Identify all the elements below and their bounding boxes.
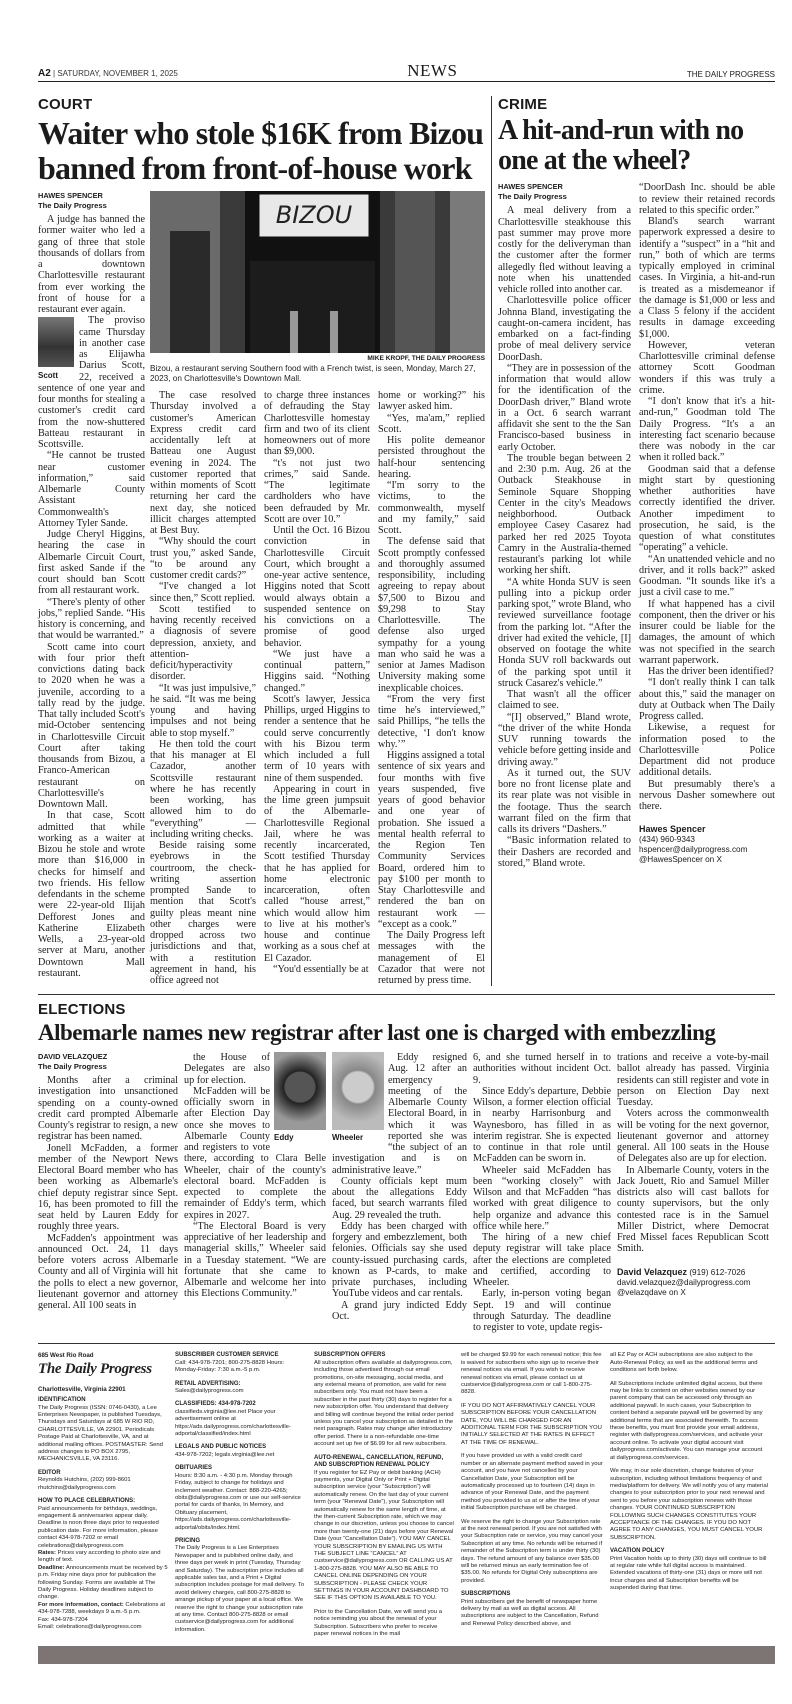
signoff-phone: (919) 612-7026 (689, 1267, 746, 1277)
byline-author: HAWES SPENCER (38, 191, 103, 201)
signoff-name: David Velazquez (617, 1266, 688, 1277)
elections-section-label: ELECTIONS (38, 1001, 126, 1019)
paragraph: Likewise, a request for information posed to the Charlottesville Police Department did not produce additional details. (639, 722, 775, 779)
paragraph: “It was just impulsive,” he said. “It was me being young and having impulses and not being able to stop myself.” (150, 682, 256, 739)
paragraph: Until the Oct. 16 Bizou conviction in Charlottesville Circuit Court, which brought a one-year active sentence, Higgins noted that Scott would always obtain a suspended sentence on his convictions on a promise of good behavior. (264, 525, 370, 649)
footer-text (38, 1550, 168, 1565)
footer-heading: IDENTIFICATION (38, 1397, 86, 1404)
paragraph: In Albemarle County, voters in the Jack Jouett, Rio and Samuel Miller districts also will cast ballots for county supervisors, but the only contested race is in the Samuel Miller District, where Democrat Fred Missel faces Republican Scott Smith. (617, 1164, 769, 1255)
photo-sign-text: BIZOU (275, 201, 353, 230)
paragraph: to charge three instances of defrauding the Stay Charlottesville homestay firm and two of its client homeowners out of more than $9,000. (264, 390, 370, 458)
footer-heading: SUBSCRIPTION OFFERS (314, 1352, 386, 1359)
footer-value: Email: celebrations@dailyprogress.com (38, 1624, 142, 1631)
page-number: A2 (38, 68, 51, 79)
crime-headline: A hit-and-run with no one at the wheel? (498, 115, 744, 177)
court-column-3 (264, 390, 370, 975)
eddy-photo-caption: Eddy (274, 1133, 294, 1143)
paragraph: “t's not just two crimes,” said Sande. “The legitimate cardholders who have been defrauded by Mr. Scott are over 10.” (264, 457, 370, 525)
elections-column-5 (617, 1052, 769, 1298)
signoff-social: @HawesSpencer on X (639, 855, 722, 865)
court-column-2 (150, 390, 256, 986)
footer-text (38, 1624, 168, 1631)
paragraph: Bland's search warrant paperwork expressed a desire to identify a “suspect” in a “hit and run,” both of which are terms typically employed in criminal cases. In Virginia, a hit-and-run is treated as a misdemeanor if the damage is $1,000 or less and a Class 5 felony if the accident results in damage exceeding $1,000. (639, 216, 775, 340)
paragraph: County officials kept mum about the allegations Eddy faced, but search warrants filed Aug. 29 revealed the truth. (332, 1175, 467, 1221)
footer-address: 685 West Rio Road (38, 1352, 94, 1360)
footer-column-1 (38, 1352, 168, 1631)
paragraph: Has the driver been identified? (648, 666, 774, 678)
court-column-4 (378, 390, 485, 986)
paragraph: “They are in possession of the information that would allow for the identification of the DoorDash driver,” Bland wrote in a Oct. 6 search warrant affidavit she sent to the the San Francisco-based business in early October. (498, 362, 631, 453)
footer-text: Print subscribers get the benefit of newspaper home delivery by mail as well as digital access. All subscriptions are subject to the Cancellation, Refund and Renewal Policy described above, and (461, 1598, 599, 1627)
signoff-name: Hawes Spencer (639, 824, 706, 835)
wheeler-photo-caption: Wheeler (332, 1133, 364, 1143)
paragraph: “He cannot be trusted near customer information,” said Albemarle County Assistant Commonwealth's Attorney Tyler Sande. (38, 450, 145, 529)
paper-name: THE DAILY PROGRESS (686, 70, 775, 79)
footer-text (38, 1565, 168, 1602)
paragraph: Eddy resigned Aug. 12 after an emergency meeting of the Albemarle County Electoral Board, in which it was reported she was “the subject of an investigation and is on administrative leave.” (332, 1052, 467, 1176)
court-section-label: COURT (38, 96, 93, 113)
footer-heading: HOW TO PLACE CELEBRATIONS: (38, 1498, 136, 1505)
paragraph: Charlottesville police officer Johnna Bland, investigating the caught-on-camera incident, has embarked on a fact-finding probe of meal delivery service DoorDash. (498, 295, 631, 363)
footer-column-4 (461, 1352, 603, 1628)
paragraph: “Basic information related to their Dashers are recorded and stored,” Bland wrote. (498, 835, 631, 869)
footer-heading: VACATION POLICY (610, 1548, 665, 1555)
paragraph: “I don't really think I can talk about this,” said the manager on duty at Outback when The Daily Progress called. (639, 677, 775, 723)
footer-heading: EDITOR (38, 1469, 61, 1476)
author-signoff (639, 824, 775, 865)
paragraph: “You'd essentially be at (273, 963, 369, 975)
paragraph: Eddy has been charged with forgery and embezzlement, both felonies. Officials say she used county-issued purchasing cards, known as P-cards, to make private purchases, including YouTube videos and car rentals. (332, 1220, 467, 1300)
elections-story (38, 994, 775, 1333)
mugshot-scott (38, 317, 74, 380)
footer-key: Rates: (38, 1549, 57, 1556)
footer-text: The Daily Progress is a Lee Enterprises Newspaper and is published online daily, and three days per week in print (Tuesday, Thursday and Saturday). The subscription price includes all applicable sales tax, and a Print + Digital subscription includes postage for mail delivery. To avoid delivery charges, call 800-275-8828 to arrange pickup of your paper at a local office. We reserve the right to change your subscription rate at any time. Contact 800-275-8828 or email custservice@dailyprogress.com for additional information. (175, 1545, 305, 1633)
footer-text: Sales@dailyprogress.com (175, 1388, 244, 1395)
court-byline (38, 191, 145, 211)
footer-city: Charlottesville, Virginia 22901 (38, 1385, 126, 1393)
paragraph: “From the very first time he's interviewed,” said Phillips, “he tells the detective, ‘I don't know why.’” (378, 693, 485, 750)
photo-caption: Bizou, a restaurant serving Southern food with a French twist, is seen, Monday, March 27, 2023, on Charlottesville's Downtown Mall. (150, 364, 476, 384)
paragraph: The case resolved Thursday involved a customer's American Express credit card accidentally left at Batteau one August evening in 2024. The customer reported that within moments of Scott returning her card the next day, she noticed illicit charges attempted at Best Buy. (150, 390, 256, 537)
elections-byline (38, 1052, 178, 1072)
section-name: NEWS (407, 61, 458, 80)
paragraph: Goodman said that a defense might start by questioning whether authorities have correctly identified the driver. Another impediment to prosecution, he said, is the question of what constitutes “operating” a vehicle. (639, 463, 775, 554)
elections-column-1 (38, 1075, 178, 1311)
court-left-column (38, 214, 145, 979)
mugshot-caption: Scott (38, 371, 58, 381)
paragraph: Since Eddy's departure, Debbie Wilson, a former election official in nearby Harrisonburg and Waynesboro, has filled in as interim registrar. She is expected to continue in that role until McFadden can be sworn in. (473, 1085, 611, 1165)
court-right-area (150, 191, 485, 986)
footer-column-2 (175, 1352, 307, 1634)
paragraph: Scott testified to having recently received a diagnosis of severe depression, anxiety, and attention-deficit/hyperactivity disorder. (150, 603, 256, 683)
paragraph: “A white Honda SUV is seen pulling into a pickup order parking spot,” wrote Bland, who reviewed surveillance footage from the parking lot. “After the driver had exited the vehicle, [I] observed on footage the white Honda SUV roll backwards out of the parking spot until it struck Casarez's vehicle.” (498, 576, 631, 689)
crime-section-label: CRIME (498, 96, 548, 113)
footer-heading: PRICING (175, 1537, 201, 1544)
paragraph: A meal delivery from a Charlottesville steakhouse this past summer may prove more costly for the deliveryman than the customer after the former allegedly fled without leaving a note when his unattended vehicle rolled into another car. (498, 205, 631, 296)
footer-bar (38, 1646, 775, 1664)
footer-text: all EZ Pay or ACH subscriptions are also subject to the Auto-Renewal Policy, as well as the additional terms and conditions set forth below. (610, 1352, 758, 1374)
footer-text: Paid announcements for birthdays, weddings, engagement & anniversaries appear daily. Deadline is noon three days prior to requested publication date. For more information, please contact 434-978-7202 or email celebrations@dailyprogress.com (38, 1505, 159, 1549)
footer-value: Prices vary according to photo size and length of text. (38, 1549, 161, 1564)
court-headline: Waiter who stole $16K from Bizou banned from front-of-house work (38, 115, 484, 186)
paragraph: But presumably there's a nervous Dasher somewhere out there. (639, 778, 775, 813)
byline-org: The Daily Progress (38, 1062, 107, 1072)
crime-column-1 (498, 205, 631, 869)
footer-key: Deadline: (38, 1564, 65, 1571)
elections-column-3 (332, 1052, 467, 1322)
paragraph: Scott came into court with four prior theft convictions dating back to 2020 when he was a juvenile, according to a tally read by the judge. That tally included Scott's mid-October sentencing in Charlottesville Circuit Court after taking thousands from Bizou, a Franco-American restaurant on Charlottesville's Downtown Mall. (38, 641, 145, 811)
footer (38, 1343, 775, 1638)
paragraph: Early, in-person voting began Sept. 19 and will continue through Saturday. The deadline to register to vote, update regis- (473, 1288, 611, 1334)
byline-org: The Daily Progress (38, 201, 107, 211)
court-left-area (38, 191, 145, 979)
paragraph: 6, and she turned herself in to authorities without incident Oct. 9. (473, 1052, 611, 1086)
byline-org: The Daily Progress (498, 192, 567, 202)
footer-text (38, 1602, 168, 1617)
signoff-social: @velazqdave on X (617, 1287, 686, 1297)
elections-column-2 (184, 1052, 326, 1300)
footer-text: classifieds.virginia@lee.net Place your advertisement online at https://ads.dailyprogress.com/charlottesville-adportal/classified/index.html (175, 1408, 291, 1438)
crime-left-area (498, 182, 631, 869)
paragraph: The trouble began between 2 and 2:30 p.m. Aug. 26 at the Outback Steakhouse in Seminole Square Shopping Center in the city's Meadows neighborhood. Outback employee Casey Casarez had parked her red 2025 Toyota Camry in the Australia-themed restaurant's parking lot while working her shift. (498, 452, 631, 577)
signoff-email[interactable]: hspencer@dailyprogress.com (639, 845, 748, 855)
bizou-photo (150, 191, 485, 353)
crime-column-2 (639, 182, 775, 865)
elections-left-area (38, 1052, 178, 1311)
paragraph: He then told the court that his manager at El Cazador, another Scottsville restaurant where he has recently been working, has allowed him to do “everything” — including writing checks. (150, 738, 256, 840)
paragraph: The hiring of a new chief deputy registrar will take place after the elections are completed and certified, according to Wheeler. (473, 1232, 611, 1289)
footer-text: If you have provided us with a valid credit card number or an alternate payment method saved in your account, and you have not cancelled by your Cancellation Date, your Subscription will be automatically processed up to fourteen (14) days in advance of your Renewal Date, and the payment method you provided to us at or after the time of your initial Subscription purchase will be charged. (461, 1453, 603, 1512)
footer-text: Call: 434-978-7201; 800-275-8828 Hours: Monday-Friday: 7:30 a.m.-5 p.m. (175, 1359, 285, 1374)
footer-heading: LEGALS AND PUBLIC NOTICES (175, 1444, 267, 1451)
footer-value: Fax: 434-978-7204 (38, 1616, 88, 1623)
paragraph: “An unattended vehicle and no driver, and it rolls back?” asked Goodman. “It sounds like it's a just a civil case to me.” (639, 553, 775, 599)
paragraph: “I'm sorry to the victims, to the commonwealth, myself and my family,” said Scott. (378, 480, 485, 537)
footer-col1-sections (38, 1397, 168, 1550)
eddy-photo (274, 1052, 326, 1142)
elections-body (38, 1052, 775, 1333)
footer-key: For more information, contact: (38, 1601, 124, 1608)
footer-text: IF YOU DO NOT AFFIRMATIVELY CANCEL YOUR SUBSCRIPTION BEFORE YOUR CANCELLATION DATE, YOU WILL BE CHARGED FOR AN ADDITIONAL TERM FOR THE SUBSCRIPTION YOU INITIALLY SELECTED AT THE RATES IN EFFECT AT THE TIME OF RENEWAL. (461, 1402, 602, 1446)
paragraph: In that case, Scott admitted that while working as a waiter at Bizou he stole and wrote more than $16,000 in checks for himself and two friends. His fellow defendants in the scheme were 22-year-old Ilijah Defforest Jones and Katherine Elizabeth Wells, a 23-year-old server at Maru, another Downtown Mall restaurant. (38, 810, 145, 979)
paragraph: “The Electoral Board is very appreciative of her leadership and managerial skills,” Wheeler said in a Tuesday statement. “We are fortunate that she came to Albemarle and welcome her into this Elections Community.” (184, 1220, 326, 1300)
paragraph: Beside raising some eyebrows in the courtroom, the check-writing assertion prompted Sande to mention that Scott's guilty pleas meant nine other charges were dropped across two jurisdictions and that, with a restitution agreement in hand, his office agreed not (150, 840, 256, 987)
paragraph: Jonell McFadden, a former member of the Newport News Electoral Board member who has been working as Albemarle's chief deputy registrar since Sept. 16, has been promoted to fill the seat held by Lauren Eddy for roughly three years. (38, 1142, 178, 1233)
footer-column-5 (610, 1352, 768, 1592)
footer-text (38, 1617, 168, 1624)
paragraph: McFadden's appointment was announced Oct. 24, 11 days before voters across Albemarle County and all of Virginia will hit the polls to elect a new governor, lieutenant governor and attorney general. All 100 seats in (38, 1232, 178, 1312)
elections-column-4 (473, 1052, 611, 1333)
signoff-phone: (434) 960-9343 (639, 835, 695, 845)
paragraph: However, veteran Charlottesville criminal defense attorney Scott Goodman wonders if this was truly a crime. (639, 339, 775, 396)
elections-headline: Albemarle names new registrar after last one is charged with embezzling (38, 1020, 716, 1046)
footer-text: The Daily Progress (ISSN: 0746-0430), a Lee Enterprises Newspaper, is published Tuesdays, Thursdays and Saturdays at 685 W RIO RD, CHARLOTTESVILLE, VA 22901. Periodicals Postage Paid at Charlottesville, VA, and at additional mailing offices. POSTMASTER: Send address changes to PO BOX 2795, MECHANICSVILLE, VA 23116. (38, 1404, 163, 1463)
paragraph: As it turned out, the SUV bore no front license plate and its rear plate was not visible in the footage. Thus the search warrant filed on the firm that calls its drivers “Dashers.” (498, 767, 631, 836)
footer-text: All Subscriptions include unlimited digital access, but there may be links to content on other websites owned by our parent company that can be accessed only through an additional paywall. In such cases, your Subscription to content behind a separate paywall will be governed by any additional terms that are associated therewith. To access these benefits, you must first provide your email address, register with dailyprogress.com/services, and activate your account online. To activate your digital account visit dailyprogress.com/activate. You can manage your account at dailyprogress.com/services. (610, 1380, 763, 1461)
paragraph: A judge has banned the former waiter who led a gang of three that stole thousands of dollars from a downtown Charlottesville restaurant from ever working the front of house for a restaurant ever again. (38, 214, 145, 316)
paragraph: Wheeler said McFadden has been “working closely” with Wilson and that McFadden “has worked with great diligence to help organize and advance this office while here.” (473, 1164, 611, 1232)
paragraph: His polite demeanor persisted throughout the half-hour sentencing hearing. (378, 435, 485, 480)
photo-credit: MIKE KROPF, THE DAILY PROGRESS (367, 355, 485, 363)
paragraph: The defense said that Scott promptly confessed and thoroughly assumed responsibility, including agreeing to repay about $7,500 to Bizou and $9,298 to Stay Charlottesville. The defense also urged sympathy for a young man who said he was a senior at James Madison University making some inexplicable choices. (378, 536, 485, 694)
paragraph: Voters across the commonwealth will be voting for the next governor, lieutenant governor and attorney general. All 100 seats in the House of Delegates also are up for election. (617, 1108, 769, 1165)
paragraph: “Why should the court trust you,” asked Sande, “to be around any customer credit cards?” (150, 536, 256, 582)
footer-column-3 (314, 1352, 454, 1638)
wheeler-headshot-image (332, 1052, 384, 1130)
issue-date-text: SATURDAY, NOVEMBER 1, 2025 (57, 69, 178, 78)
crime-byline (498, 182, 631, 202)
footer-text: Print Vacation holds up to thirty (30) days will continue to bill at regular rate while full digital access is maintained. Extended vacations of thirty-one (31) days or more will not incur charges and all Subscription benefits will be suspended during that time. (610, 1555, 767, 1592)
paragraph: Higgins assigned a total sentence of six years and four months with five years suspended, five years of good behavior and one year of probation. She issued a mental health referral to the Region Ten Community Services Board, ordered him to pay $100 per month to Stay Charlottesville and rendered the ban on restaurant work — “except as a cook.” (378, 750, 485, 930)
footer-heading: SUBSCRIPTIONS (461, 1591, 511, 1598)
paragraph: Judge Cheryl Higgins, hearing the case in Albemarle Circuit Court, first asked Sande if the court should ban Scott from all restaurant work. (38, 529, 145, 597)
footer-heading: RETAIL ADVERTISING: (175, 1380, 241, 1387)
footer-text: Reynolds Hutchins, (202) 999-8601 rhutchins@dailyprogress.com (38, 1477, 131, 1491)
paragraph: “Yes, ma'am,” replied Scott. (378, 412, 485, 435)
footer-text: Prior to the Cancellation Date, we will send you a notice reminding you about the renewal of your Subscription. Subscribers who prefer to receive paper renewal notices in the mail (314, 1608, 443, 1638)
paragraph: The proviso came Thursday in another case as Elijawha Darius Scott, 22, received a sentence of one year and four months for stealing a customer's credit card from the now-shuttered Batteau restaurant in Scottsville. (38, 315, 145, 451)
footer-text: 434-978-7202; legals.virginia@lee.net (175, 1451, 275, 1458)
paragraph: “We just have a continual pattern,” Higgins said. “Nothing changed.” (264, 648, 370, 694)
paragraph: “There's plenty of other jobs,” replied Sande. “His history is concerning, and that would be warranted.” (38, 596, 145, 642)
wheeler-photo (332, 1052, 384, 1142)
paragraph: That wasn't all the officer claimed to see. (498, 689, 631, 712)
footer-heading: SUBSCRIBER CUSTOMER SERVICE (175, 1352, 279, 1359)
paragraph: The Daily Progress left messages with the management of El Cazador that were not returned by press time. (378, 930, 485, 987)
paragraph: McFadden will be officially sworn in after Election Day once she moves to Albemarle County and registers to vote there, according to Clara Belle Wheeler, chair of the county's electoral board. McFadden is expected to complete the remainder of Eddy's term, which expires in 2027. (184, 1085, 326, 1221)
footer-text: All subscription offers available at dailyprogress.com, including those advertised through our email promotions, on-site messaging, social media, and any external means of promotion, are valid for new subscribers only. You must not have been a subscriber in the past thirty (30) days to register for a new subscription offer. You understand that delivery and billing will continue beyond the initial order period unless you cancel your subscription as detailed in the next paragraph. Rates may change after introductory offer period. There is a non-refundable one-time account set up fee of $6.99 for all new subscribers. (314, 1359, 454, 1448)
newspaper-page (38, 0, 775, 1704)
author-signoff (617, 1267, 769, 1298)
footer-value: Celebrations at 434-978-7288, weekdays 9 a.m.-5 p.m. (38, 1601, 166, 1616)
crime-story (491, 96, 775, 986)
newspaper-logo: The Daily Progress (38, 1360, 152, 1377)
crime-body (498, 182, 775, 869)
footer-text: We may, in our sole discretion, change features of your subscription, including without limitations frequency of and media/platform for delivery. We will notify you of any material changes to your subscription prior to your next renewal and sent to you before your subscription renews with those changes. YOUR CONTINUED SUBSCRIPTION FOLLOWING SUCH CHANGES CONSTITUTES YOUR ACCEPTANCE OF THE CHANGES. IF YOU DO NOT AGREE TO ANY CHANGES, YOU MUST CANCEL YOUR SUBSCRIPTION. (610, 1468, 768, 1541)
court-story (38, 96, 485, 986)
paragraph: “DoorDash Inc. should be able to review their retained records related to this specific order.” (639, 182, 775, 216)
byline-author: HAWES SPENCER (498, 182, 563, 192)
footer-text: We reserve the right to change your Subscription rate at the next renewal period. If you are not satisfied with your Subscription rate or service, you may cancel your Subscription at any time. No refunds will be returned if remainder of the Subscription term is under thirty (30) days. The refund amount of any balance over $35.00 will be returned minus an early termination fee of $35.00. No refunds for Digital Only subscriptions are provided. (461, 1518, 603, 1584)
footer-value: Announcements must be received by 5 p.m. Friday nine days prior for publication the following Sunday. Forms are available at The Daily Progress. Holiday deadlines subject to change. (38, 1564, 168, 1601)
footer-heading: OBITUARIES (175, 1465, 213, 1472)
mugshot-image (38, 317, 74, 367)
byline-author: DAVID VELAZQUEZ (38, 1052, 108, 1062)
footer-heading: AUTO-RENEWAL, CANCELLATION, REFUND, AND SUBSCRIPTION RENEWAL POLICY (314, 1454, 444, 1469)
paragraph: “I don't know that it's a hit-and-run,” Goodman told The Daily Progress. “It's a an interesting fact scenario because there was nobody in the car when it rolled back.” (639, 396, 775, 464)
footer-col1-extra (38, 1550, 168, 1631)
footer-text: will be charged $9.99 for each renewal notice; this fee is waived for subscribers who sign up to receive their renewal notices via email. If you wish to receive renewal notices via email, please contact us at custservice@dailyprogress.com or call 1-800-275-8828. (461, 1352, 602, 1396)
paragraph: Appearing in court in the lime green jumpsuit of the Albemarle-Charlottesville Regional Jail, where he was recently incarcerated, Scott testified Thursday that he has applied for home electronic incarceration, often called “house arrest,” which would allow him to live at his mother's house and continue working as a sous chef at El Cazador. (264, 783, 370, 964)
paragraph: Months after a criminal investigation into unsanctioned spending on a county-owned credit card prompted Albemarle County's registrar to resign, a new registrar has been named. (38, 1075, 178, 1143)
paragraph: home or working?” his lawyer asked him. (378, 390, 485, 413)
paragraph: “I've changed a lot since then,” Scott replied. (150, 581, 256, 604)
paragraph: If what happened has a civil component, then the driver or his insurer could be liable for the damages, the amount of which was not specified in the search warrant paperwork. (639, 598, 775, 666)
footer-text: If you register for EZ Pay or debit banking (ACH) payments, your Digital Only or Print + Digital subscription service (your “Subscription”) will automatically renew. On the last day of your current term (your “Renewal Date”), your Subscription will automatically renew for the same length of time, at the then-current Subscription rate, which we may change in our discretion, unless you choose to cancel more than twenty-one (21) days before your Renewal Date (your “Cancellation Date”). YOU MAY CANCEL YOUR SUBSCRIPTION BY EMAILING US WITH THE SUBJECT LINE “CANCEL” AT custservice@dailyprogress.com OR CALLING US AT 1-800-275-8828. YOU MAY ALSO BE ABLE TO CANCEL ONLINE DEPENDING ON YOUR SUBSCRIPTION - PLEASE CHECK YOUR SETTINGS IN YOUR ACCOUNT DASHBOARD TO SEE IF THIS OPTION IS AVAILABLE TO YOU. (314, 1469, 454, 1602)
paragraph: trations and receive a vote-by-mail ballot already has passed. Virginia residents can still register and vote in person on Election Day next Tuesday. (617, 1052, 769, 1109)
paragraph: the House of Delegates are also up for election. (184, 1052, 270, 1086)
court-body (38, 191, 485, 986)
court-columns (150, 390, 485, 986)
eddy-headshot-image (274, 1052, 326, 1130)
top-stories (38, 96, 775, 986)
footer-heading: CLASSIFIEDS: 434-978-7202 (175, 1401, 256, 1408)
paragraph: Scott's lawyer, Jessica Phillips, urged Higgins to render a sentence that he could serve concurrently with his Bizou term which included a full term of 10 years with nine of them suspended. (264, 693, 370, 784)
paragraph: “[I] observed,” Bland wrote, “the driver of the white Honda SUV running towards the vehicle before getting inside and driving away.” (498, 711, 631, 768)
page-info: A2 | SATURDAY, NOVEMBER 1, 2025 (38, 68, 178, 79)
footer-text: Hours: 8:30 a.m. - 4:30 p.m. Monday through Friday, subject to change for holidays and inclement weather. Contact: 888-220-4265; obits@dailyprogress.com or use our self-service portal for cards of thanks, In Memory, and Obituary placement, https://ads.dailyprogress.com/charlottesville-adportal/obits/index.html. (175, 1472, 301, 1531)
paragraph: A grand jury indicted Eddy Oct. (332, 1299, 467, 1322)
signoff-email[interactable]: david.velazquez@dailyprogress.com (617, 1277, 751, 1287)
page-header (38, 61, 775, 82)
